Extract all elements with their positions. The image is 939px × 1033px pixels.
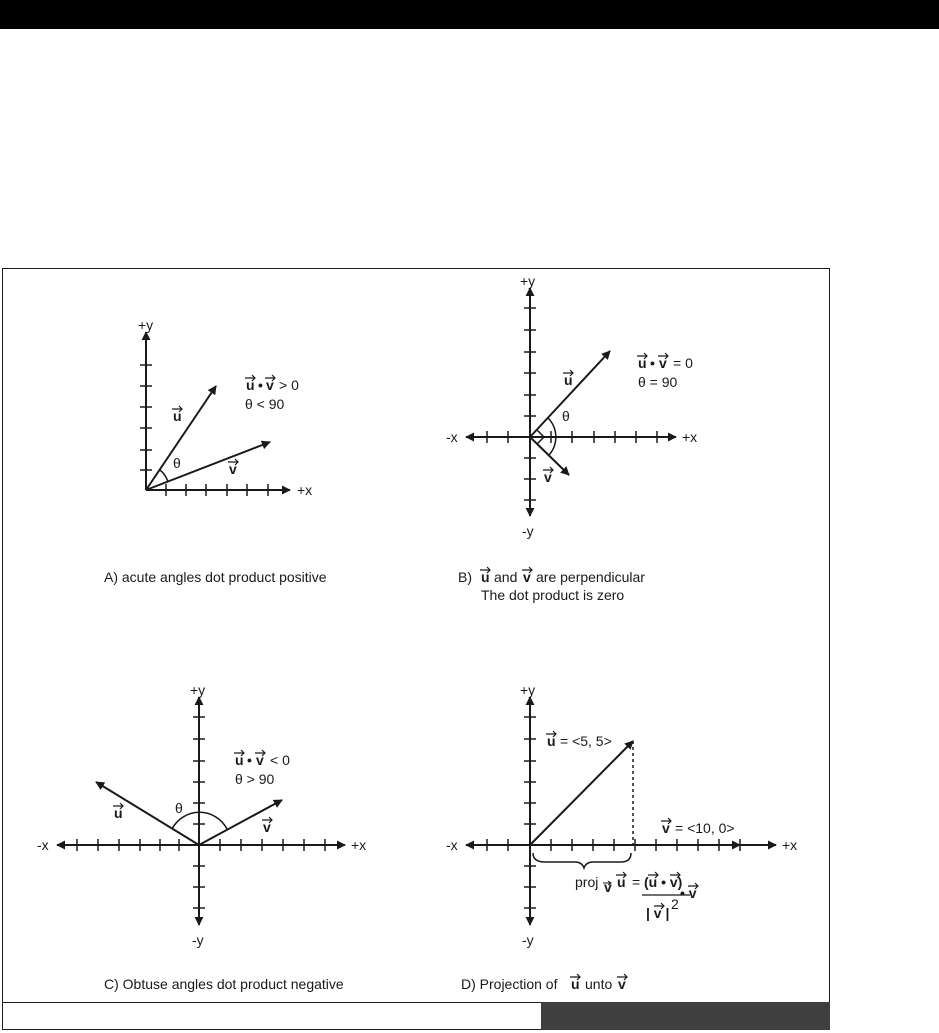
panel-b-minus-x-label: -x: [446, 429, 458, 445]
panel-a-formula: [245, 375, 299, 412]
panel-b-plus-y-label: +y: [520, 273, 536, 289]
svg-text:u: u: [638, 355, 647, 371]
panel-b-minus-y-label: -y: [522, 523, 534, 539]
svg-text:=: =: [632, 874, 641, 890]
panel-d-v-value: [661, 818, 735, 836]
svg-text:D) Projection of: D) Projection of: [461, 976, 558, 992]
svg-text:u: u: [235, 752, 244, 768]
svg-text:v: v: [604, 879, 612, 895]
svg-text:= <10, 0>: = <10, 0>: [675, 820, 735, 836]
panel-a-plus-y-label: +y: [138, 317, 154, 333]
svg-text:= <5, 5>: = <5, 5>: [560, 733, 612, 749]
panel-c-v-label: v: [263, 819, 271, 835]
panel-c-theta: θ: [175, 800, 183, 816]
svg-text:v: v: [266, 377, 274, 393]
svg-text:θ < 90: θ < 90: [245, 396, 285, 412]
panel-c-u-label: u: [114, 805, 123, 821]
panel-c: [57, 697, 345, 925]
panel-d-plus-x-label: +x: [782, 837, 798, 853]
panel-d-vector-u: [530, 741, 633, 845]
panel-b-formula: [637, 353, 693, 390]
panel-d-caption: [461, 974, 627, 992]
svg-text:v: v: [662, 820, 670, 836]
svg-text:θ = 90: θ = 90: [638, 374, 678, 390]
panel-d-plus-y-label: +y: [520, 682, 536, 698]
panel-c-plus-x-label: +x: [351, 837, 367, 853]
svg-text:• v: • v: [680, 885, 697, 901]
svg-text:v: v: [523, 569, 531, 585]
svg-text:| v |: | v |: [646, 905, 670, 921]
panel-b-ticks: [487, 308, 657, 500]
panel-d-projection-formula: [575, 872, 698, 921]
panel-b-theta: θ: [562, 408, 570, 424]
svg-text:u: u: [246, 377, 255, 393]
svg-text:> 0: > 0: [279, 377, 299, 393]
svg-text:u: u: [547, 733, 556, 749]
panel-a-caption: A) acute angles dot product positive: [104, 569, 327, 585]
panel-d-ticks: [487, 717, 740, 908]
svg-text:u: u: [481, 569, 490, 585]
panel-a-plus-x-label: +x: [297, 482, 313, 498]
svg-text:•: •: [258, 377, 263, 393]
svg-text:(u • v): (u • v): [644, 874, 683, 890]
panel-a-theta-arc: [160, 470, 168, 482]
panel-c-minus-x-label: -x: [37, 837, 49, 853]
panel-b-caption: [458, 567, 645, 603]
panel-a-v-label: v: [229, 461, 237, 477]
panel-b-u-label: u: [564, 372, 573, 388]
svg-text:u: u: [571, 976, 580, 992]
panel-b-vector-u: [530, 351, 610, 437]
panel-c-formula: [234, 750, 290, 787]
svg-text:u: u: [617, 874, 626, 890]
panel-c-minus-y-label: -y: [192, 932, 204, 948]
svg-text:are perpendicular: are perpendicular: [536, 569, 645, 585]
panel-c-plus-y-label: +y: [190, 682, 206, 698]
panel-a: [140, 332, 290, 496]
svg-text:θ > 90: θ > 90: [235, 771, 275, 787]
svg-text:The dot product is zero: The dot product is zero: [481, 587, 625, 603]
panel-c-caption: C) Obtuse angles dot product negative: [104, 976, 344, 992]
svg-text:unto: unto: [585, 976, 613, 992]
panel-b-plus-x-label: +x: [682, 429, 698, 445]
svg-text:proj: proj: [575, 874, 599, 890]
panel-d-u-value: [546, 731, 612, 749]
panel-a-theta: θ: [173, 455, 181, 471]
svg-text:< 0: < 0: [270, 752, 290, 768]
panel-a-u-label: u: [173, 408, 182, 424]
svg-text:v: v: [618, 976, 626, 992]
panel-c-vector-u: [96, 782, 199, 845]
panel-b-v-label: v: [544, 469, 552, 485]
panel-d-minus-y-label: -y: [522, 932, 534, 948]
svg-text:•: •: [247, 752, 252, 768]
panel-b: [466, 288, 676, 516]
svg-text:2: 2: [671, 896, 679, 912]
svg-text:= 0: = 0: [673, 355, 693, 371]
svg-text:v: v: [659, 355, 667, 371]
svg-text:•: •: [650, 355, 655, 371]
svg-text:B): B): [458, 569, 472, 585]
panel-d-minus-x-label: -x: [446, 837, 458, 853]
panel-d-projection-brace: [533, 853, 631, 868]
panel-a-vector-v: [146, 442, 270, 490]
svg-text:v: v: [256, 752, 264, 768]
panel-a-vector-u: [146, 386, 216, 490]
svg-text:and: and: [494, 569, 518, 585]
panel-d: [466, 697, 776, 925]
